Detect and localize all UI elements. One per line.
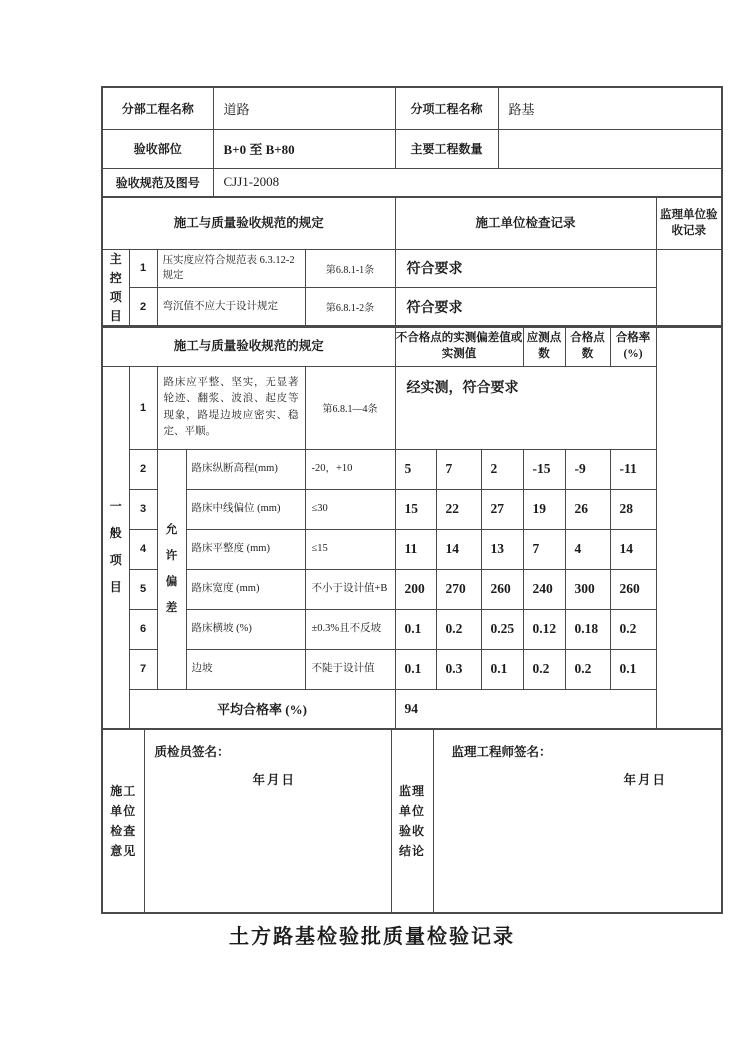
item-number: 4 xyxy=(129,529,157,569)
check-result: 符合要求 xyxy=(395,249,656,288)
measured-value: 0.2 xyxy=(523,649,565,689)
average-pass-rate-value: 94 xyxy=(395,689,656,729)
measured-value: 0.2 xyxy=(436,609,481,649)
check-record-header: 施工单位检查记录 xyxy=(395,197,656,249)
item-requirement: 弯沉值不应大于设计规定 xyxy=(157,288,305,327)
subdivision-name-label: 分部工程名称 xyxy=(102,87,213,129)
tolerance-value: 不小于设计值+B xyxy=(305,569,395,609)
tolerance-section-label: 允许偏差 xyxy=(157,449,186,689)
measured-value: 260 xyxy=(610,569,656,609)
general-section-label: 一般项目 xyxy=(102,366,129,729)
table-row xyxy=(102,87,722,129)
deviation-header: 不合格点的实测偏差值或实测值 xyxy=(395,326,523,366)
table-row xyxy=(102,729,722,913)
table-row xyxy=(102,197,722,249)
measured-value: 7 xyxy=(523,529,565,569)
measured-value: 2 xyxy=(481,449,523,489)
measured-value: 200 xyxy=(395,569,436,609)
measured-value: 240 xyxy=(523,569,565,609)
item-requirement: 压实度应符合规范表 6.3.12-2规定 xyxy=(157,249,305,288)
tolerance-value: 不陡于设计值 xyxy=(305,649,395,689)
measured-value: -15 xyxy=(523,449,565,489)
measured-value: 27 xyxy=(481,489,523,529)
item-requirement: 路床应平整、坚实，无显著轮迹、翻浆、波浪、起皮等现象，路堤边坡应密实、稳定、平顺。 xyxy=(157,366,305,449)
main-control-section-label: 主控项目 xyxy=(102,249,129,327)
table-row xyxy=(102,326,722,366)
item-number: 1 xyxy=(129,249,157,288)
spec-header: 施工与质量验收规范的规定 xyxy=(102,197,395,249)
item-name: 路床纵断高程(mm) xyxy=(186,449,305,489)
item-name: 路床横坡 (%) xyxy=(186,609,305,649)
measured-value: 0.1 xyxy=(395,609,436,649)
spec-header: 施工与质量验收规范的规定 xyxy=(102,326,395,366)
supervision-signature-cell xyxy=(433,729,722,913)
check-result: 经实测，符合要求 xyxy=(395,366,656,449)
item-number: 1 xyxy=(129,366,157,449)
check-result: 符合要求 xyxy=(395,288,656,327)
code-label: 验收规范及图号 xyxy=(102,168,213,197)
quantity-value xyxy=(498,129,722,168)
tolerance-value: ±0.3%且不反坡 xyxy=(305,609,395,649)
measured-value: 0.3 xyxy=(436,649,481,689)
supervision-record-cell xyxy=(656,326,722,729)
measured-value: 0.25 xyxy=(481,609,523,649)
item-name: 路床平整度 (mm) xyxy=(186,529,305,569)
quantity-label: 主要工程数量 xyxy=(395,129,498,168)
measured-value: 19 xyxy=(523,489,565,529)
item-number: 5 xyxy=(129,569,157,609)
measured-value: 0.2 xyxy=(610,609,656,649)
engineer-signature-label: 监理工程师签名： xyxy=(451,745,552,759)
item-name: 路床宽度 (mm) xyxy=(186,569,305,609)
measured-value: 15 xyxy=(395,489,436,529)
measured-value: 22 xyxy=(436,489,481,529)
item-name: 路床中线偏位 (mm) xyxy=(186,489,305,529)
table-row xyxy=(102,529,722,569)
item-number: 3 xyxy=(129,489,157,529)
passed-points-header: 合格点数 xyxy=(565,326,610,366)
measured-value: 28 xyxy=(610,489,656,529)
construction-opinion-label: 施工单位检查意见 xyxy=(102,729,144,913)
supervision-conclusion-label: 监理单位验收结论 xyxy=(391,729,433,913)
table-row xyxy=(102,449,722,489)
item-name: 边坡 xyxy=(186,649,305,689)
measured-value: 0.1 xyxy=(610,649,656,689)
measured-value: 26 xyxy=(565,489,610,529)
measured-value: 4 xyxy=(565,529,610,569)
project-info-table xyxy=(101,86,723,198)
measured-value: 13 xyxy=(481,529,523,569)
table-row xyxy=(102,569,722,609)
measured-value: 0.2 xyxy=(565,649,610,689)
code-value: CJJ1-2008 xyxy=(213,168,722,197)
measured-value: 300 xyxy=(565,569,610,609)
measured-value: 0.1 xyxy=(395,649,436,689)
measured-value: 260 xyxy=(481,569,523,609)
tested-points-header: 应测点数 xyxy=(523,326,565,366)
measured-value: 0.18 xyxy=(565,609,610,649)
inspector-signature-label: 质检员签名： xyxy=(154,745,230,759)
measured-value: 14 xyxy=(610,529,656,569)
construction-signature-cell xyxy=(144,729,391,913)
general-items-table xyxy=(101,325,723,730)
engineer-date-label: 年月日 xyxy=(623,773,668,787)
acceptance-part-label: 验收部位 xyxy=(102,129,213,168)
supervision-record-cell xyxy=(656,249,722,327)
signature-table xyxy=(101,728,723,914)
document-title: 土方路基检验批质量检验记录 xyxy=(229,926,515,948)
table-row xyxy=(102,249,722,288)
subitem-name-value: 路基 xyxy=(498,87,722,129)
inspector-date-label: 年月日 xyxy=(252,773,297,787)
item-number: 2 xyxy=(129,288,157,327)
table-row xyxy=(102,288,722,327)
measured-value: 14 xyxy=(436,529,481,569)
measured-value: 0.1 xyxy=(481,649,523,689)
tolerance-value: ≤15 xyxy=(305,529,395,569)
main-control-table xyxy=(101,196,723,328)
table-row xyxy=(102,366,722,449)
measured-value: 270 xyxy=(436,569,481,609)
supervision-record-header: 监理单位验收记录 xyxy=(656,197,722,249)
measured-value: 5 xyxy=(395,449,436,489)
tolerance-value: -20，+10 xyxy=(305,449,395,489)
pass-rate-header: 合格率(%) xyxy=(610,326,656,366)
item-clause: 第6.8.1—4条 xyxy=(305,366,395,449)
table-row xyxy=(102,649,722,689)
table-row xyxy=(102,609,722,649)
measured-value: 11 xyxy=(395,529,436,569)
table-row xyxy=(102,168,722,197)
item-number: 7 xyxy=(129,649,157,689)
average-pass-rate-label: 平均合格率 (%) xyxy=(129,689,395,729)
item-number: 6 xyxy=(129,609,157,649)
acceptance-part-value: B+0 至 B+80 xyxy=(213,129,395,168)
table-row xyxy=(102,129,722,168)
measured-value: 0.12 xyxy=(523,609,565,649)
tolerance-value: ≤30 xyxy=(305,489,395,529)
subitem-name-label: 分项工程名称 xyxy=(395,87,498,129)
subdivision-name-value: 道路 xyxy=(213,87,395,129)
item-number: 2 xyxy=(129,449,157,489)
table-row xyxy=(102,689,722,729)
item-clause: 第6.8.1-1条 xyxy=(305,249,395,288)
table-row xyxy=(102,489,722,529)
measured-value: 7 xyxy=(436,449,481,489)
measured-value: -9 xyxy=(565,449,610,489)
measured-value: -11 xyxy=(610,449,656,489)
item-clause: 第6.8.1-2条 xyxy=(305,288,395,327)
